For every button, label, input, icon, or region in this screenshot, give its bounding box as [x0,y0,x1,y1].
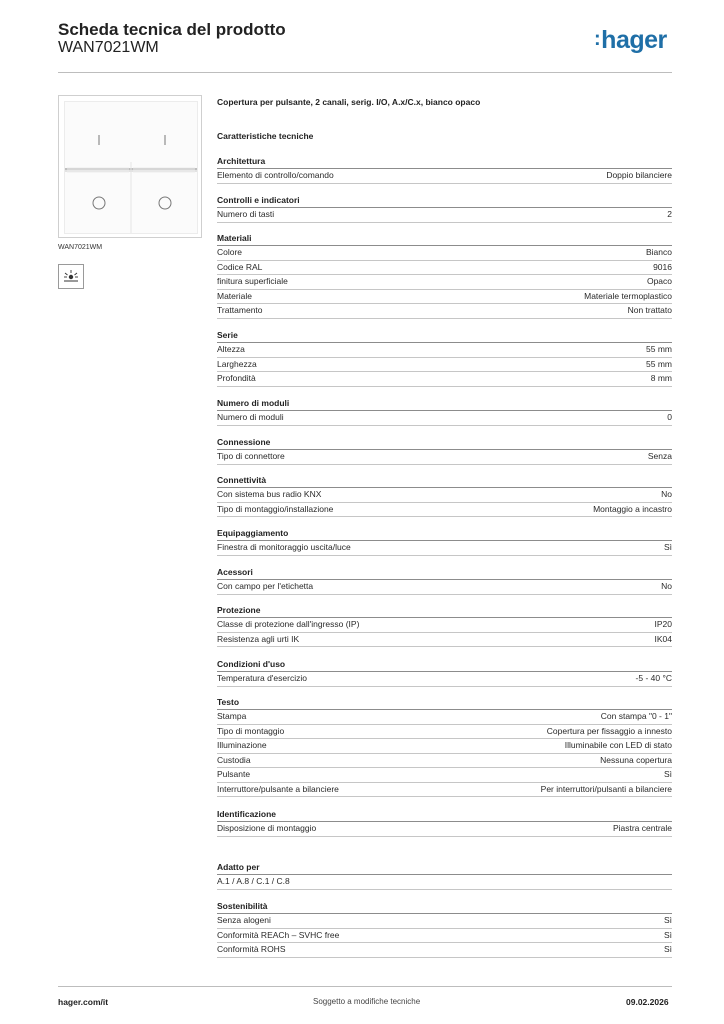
spec-label: finitura superficiale [217,276,288,286]
group-title: Sostenibilità [217,901,268,911]
spec-value: Senza [647,451,672,461]
row-divider [217,222,672,223]
spec-label: A.1 / A.8 / C.1 / C.8 [217,876,290,886]
spec-row [217,503,672,517]
spec-label: Altezza [217,344,245,354]
group-title: Testo [217,697,240,707]
group-title: Identificazione [217,809,277,819]
group-title: Acessori [217,567,253,577]
spec-value: Doppio bilanciere [606,170,672,180]
row-divider [217,957,672,958]
spec-value: IK04 [654,633,672,644]
spec-value: Sì [663,929,672,940]
spec-label: Tipo di montaggio [217,725,285,736]
product-image [64,101,198,234]
spec-value: Sì [663,915,672,925]
spec-label: Disposizione di montaggio [217,823,317,833]
footer-date: 09.02.2026 [626,997,669,1007]
spec-row [217,208,672,222]
group-title: Connessione [217,437,271,447]
spec-value: Illuminabile con LED di stato [564,740,672,750]
spec-label: Profondità [217,373,256,383]
spec-label: Larghezza [217,358,257,369]
spec-value: Non trattato [627,305,672,315]
row-divider [217,555,672,556]
spec-value: -5 - 40 °C [635,673,672,683]
spec-label: Pulsante [217,769,251,779]
rocker-cover-drawing [65,102,197,233]
spec-label: Conformità REACh – SVHC free [217,929,340,940]
spec-value: No [661,581,672,591]
spec-row [217,580,672,594]
spec-label: Numero di moduli [217,412,284,422]
spec-label: Con campo per l'etichetta [217,581,314,591]
spec-row [217,261,672,275]
group-title: Materiali [217,233,252,243]
spec-row [217,739,672,753]
row-divider [217,646,672,647]
row-divider [217,425,672,426]
spec-label: Classe di protezione dall'ingresso (IP) [217,619,360,629]
spec-row [217,783,672,797]
image-caption: WAN7021WM [58,244,103,251]
spec-row [217,754,672,768]
spec-label: Materiale [217,290,252,301]
group-title: Equipaggiamento [217,528,289,538]
spec-row [217,246,672,260]
brand-logo [594,26,667,55]
spec-label: Codice RAL [217,261,263,272]
spec-value: 55 mm [646,344,672,354]
logo-text: hager [601,26,667,54]
spec-label: Temperatura d'esercizio [217,673,307,683]
spec-value: 55 mm [646,358,672,369]
document-title: Scheda tecnica del prodotto [58,20,286,39]
spec-row [217,633,672,647]
spec-value: Montaggio a incastro [593,503,672,514]
spec-row [217,672,672,686]
spec-label: Conformità ROHS [217,944,286,954]
row-divider [217,516,672,517]
spec-value: Sì [663,769,672,779]
footer-divider [58,986,672,987]
spec-label: Illuminazione [217,740,267,750]
spec-value: Sì [663,944,672,954]
spec-value: 9016 [653,261,672,272]
spec-row [217,304,672,318]
spec-row [217,929,672,943]
spec-row [217,450,672,464]
spec-value: IP20 [654,619,672,629]
spec-label: Con sistema bus radio KNX [217,489,322,499]
footer-note: Soggetto a modifiche tecniche [313,997,421,1006]
spec-value: Nessuna copertura [600,754,672,765]
header-divider [58,72,672,73]
spec-row [217,725,672,739]
row-divider [217,183,672,184]
spec-row [217,358,672,372]
spec-row [217,372,672,386]
spec-label: Colore [217,247,243,257]
row-divider [217,836,672,837]
spec-value: Piastra centrale [612,823,672,833]
group-title: Architettura [217,156,266,166]
spec-row [217,488,672,502]
spec-value: Opaco [646,276,672,286]
spec-value: Bianco [646,247,672,257]
spec-value: Per interruttori/pulsanti a bilanciere [540,783,672,794]
spec-label: Trattamento [217,305,263,315]
spec-row [217,914,672,928]
spec-label: Stampa [217,711,247,721]
spec-label: Numero di tasti [217,209,275,219]
spec-label: Tipo di montaggio/installazione [217,503,334,514]
spec-label: Resistenza agli urti IK [217,633,300,644]
row-divider [217,796,672,797]
spec-row [217,290,672,304]
row-divider [217,889,672,890]
spec-value: 2 [667,209,672,219]
group-title: Controlli e indicatori [217,195,300,205]
row-divider [217,594,672,595]
spec-label: Elemento di controllo/comando [217,170,334,180]
spec-value: No [661,489,672,499]
spec-value: 8 mm [650,373,672,383]
product-description: Copertura per pulsante, 2 canali, serig. I/O, A.x/C.x, bianco opaco [217,97,481,107]
row-divider [217,386,672,387]
spec-row [217,618,672,632]
spec-value: Con stampa "0 - 1" [600,711,672,721]
spec-row [217,943,672,957]
spec-value: Copertura per fissaggio a innesto [546,725,672,736]
group-title: Connettività [217,475,267,485]
spec-row [217,411,672,425]
spec-row [217,822,672,836]
section-title: Caratteristiche tecniche [217,131,314,141]
spec-label: Senza alogeni [217,915,271,925]
spec-row [217,343,672,357]
spec-row [217,875,672,889]
spec-label: Tipo di connettore [217,451,285,461]
spec-row [217,275,672,289]
spec-value: 0 [667,412,672,422]
group-title: Serie [217,330,238,340]
group-title: Numero di moduli [217,398,290,408]
spec-row [217,541,672,555]
group-title: Condizioni d'uso [217,659,286,669]
row-divider [217,318,672,319]
group-title: Protezione [217,605,261,615]
row-divider [217,464,672,465]
spec-value: Materiale termoplastico [584,290,672,301]
footer-website: hager.com/it [58,997,109,1007]
spec-row [217,710,672,724]
spec-value: Sì [663,542,672,552]
group-title: Adatto per [217,862,260,872]
light-emitter-icon [58,264,84,289]
spec-label: Finestra di monitoraggio uscita/luce [217,542,351,552]
spec-label: Custodia [217,754,251,765]
spec-row [217,169,672,183]
row-divider [217,686,672,687]
logo-dots: : [594,28,601,50]
product-code: WAN7021WM [58,39,159,56]
spec-label: Interruttore/pulsante a bilanciere [217,783,339,794]
spec-row [217,768,672,782]
product-image-frame [58,95,202,238]
